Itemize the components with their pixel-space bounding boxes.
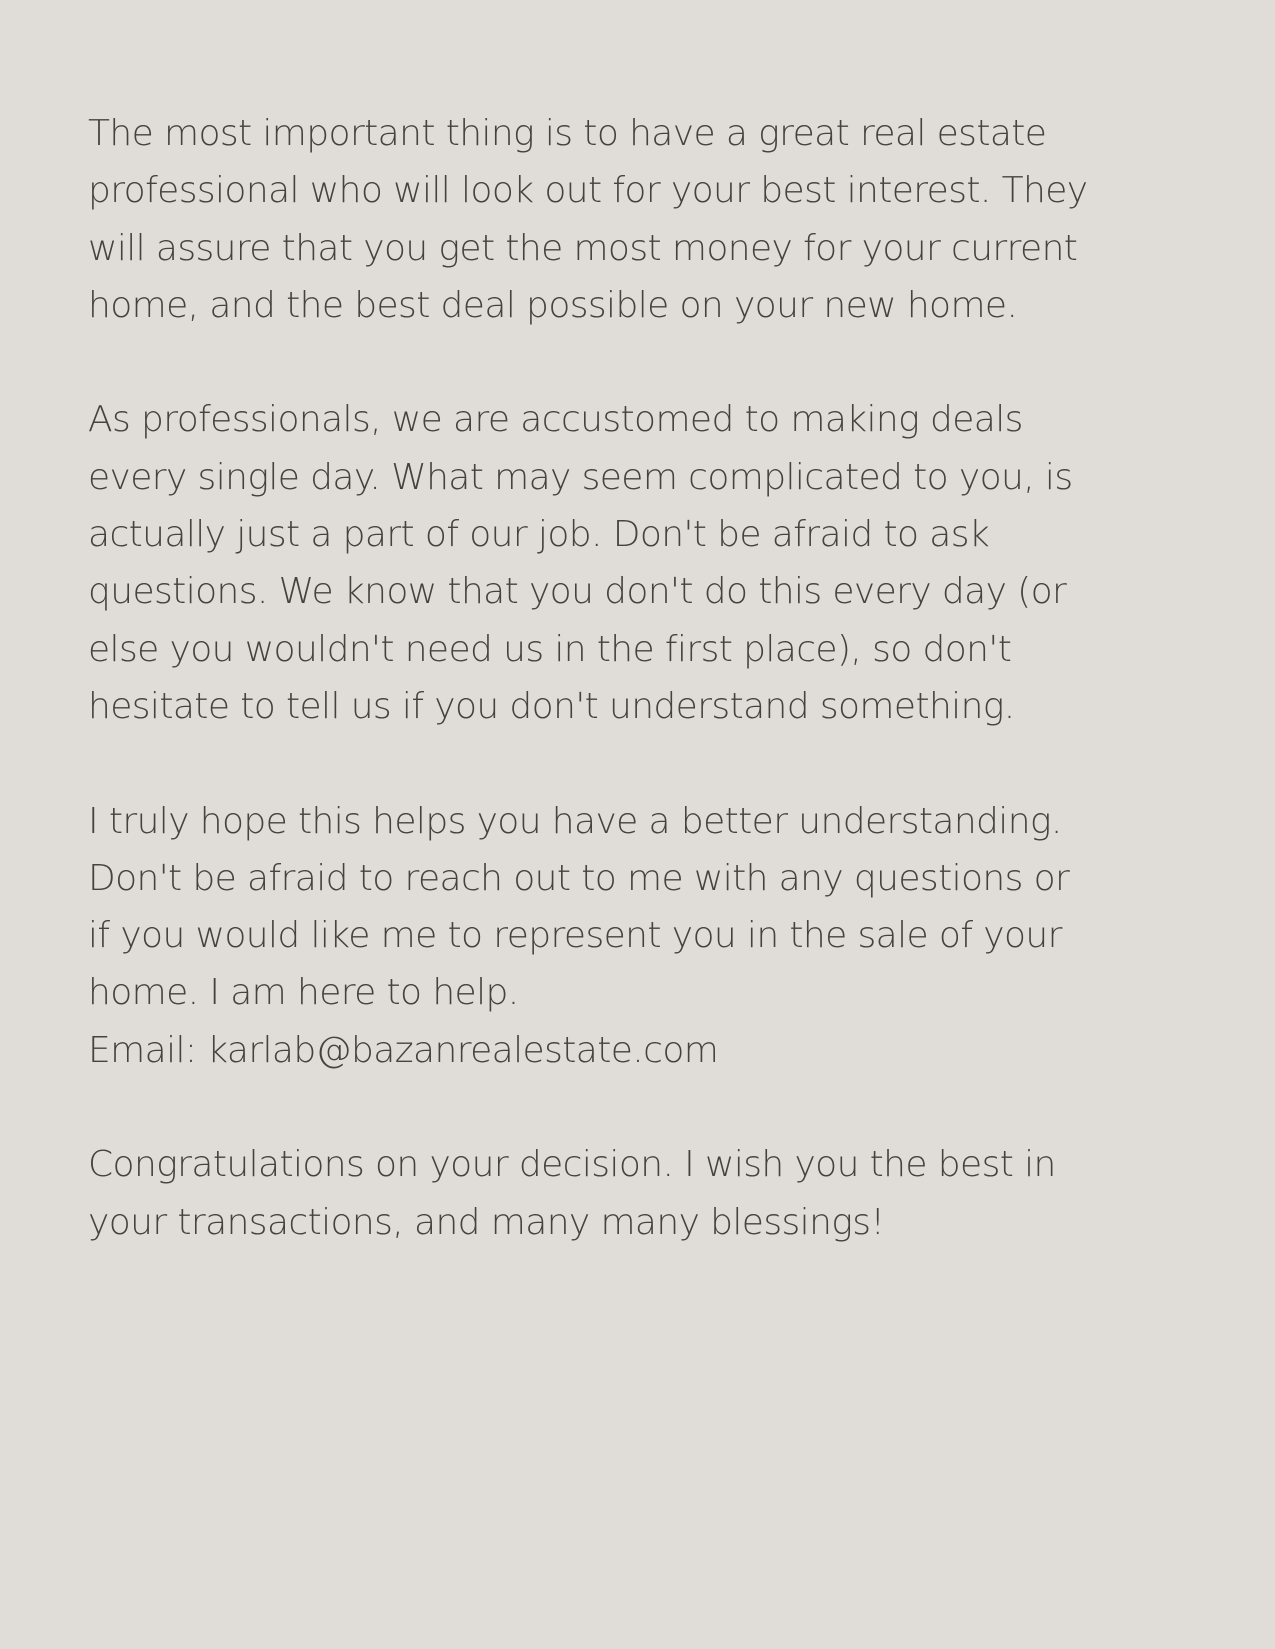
paragraph-importance-of-agent — [88, 105, 1208, 334]
text-line: will assure that you get the most money for your current — [88, 227, 1078, 269]
text-line: your transactions, and many many blessings! — [88, 1201, 885, 1243]
text-line: actually just a part of our job. Don't be afraid to ask — [88, 514, 990, 556]
text-line: The most important thing is to have a great real estate — [88, 113, 1047, 154]
text-line: questions. We know that you don't do this every day (or — [88, 571, 1067, 613]
text-line: else you wouldn't need us in the first place), so don't — [88, 628, 1012, 670]
paragraph-spacer — [88, 1079, 1208, 1136]
text-line: Don't be afraid to reach out to me with any questions or — [88, 857, 1070, 899]
text-line: As professionals, we are accustomed to making deals — [88, 399, 1023, 441]
text-line: home, and the best deal possible on your new home. — [88, 284, 1018, 326]
document-body — [88, 105, 1208, 1251]
text-line: hesitate to tell us if you don't understand something. — [88, 685, 1015, 727]
text-line: Congratulations on your decision. I wish you the best in — [88, 1144, 1056, 1186]
text-line: every single day. What may seem complicated to you, is — [88, 456, 1073, 498]
paragraph-spacer — [88, 334, 1208, 391]
paragraph-spacer — [88, 735, 1208, 792]
paragraph-contact — [88, 793, 1208, 1079]
contact-email[interactable]: Email: karlab@bazanrealestate.com — [88, 1029, 719, 1071]
text-line: professional who will look out for your best interest. They — [88, 170, 1088, 212]
text-line: home. I am here to help. — [88, 972, 519, 1014]
text-line: if you would like me to represent you in the sale of your — [88, 915, 1062, 957]
paragraph-congratulations — [88, 1136, 1208, 1251]
paragraph-ask-questions — [88, 391, 1208, 735]
text-line: I truly hope this helps you have a better understanding. — [88, 800, 1062, 842]
